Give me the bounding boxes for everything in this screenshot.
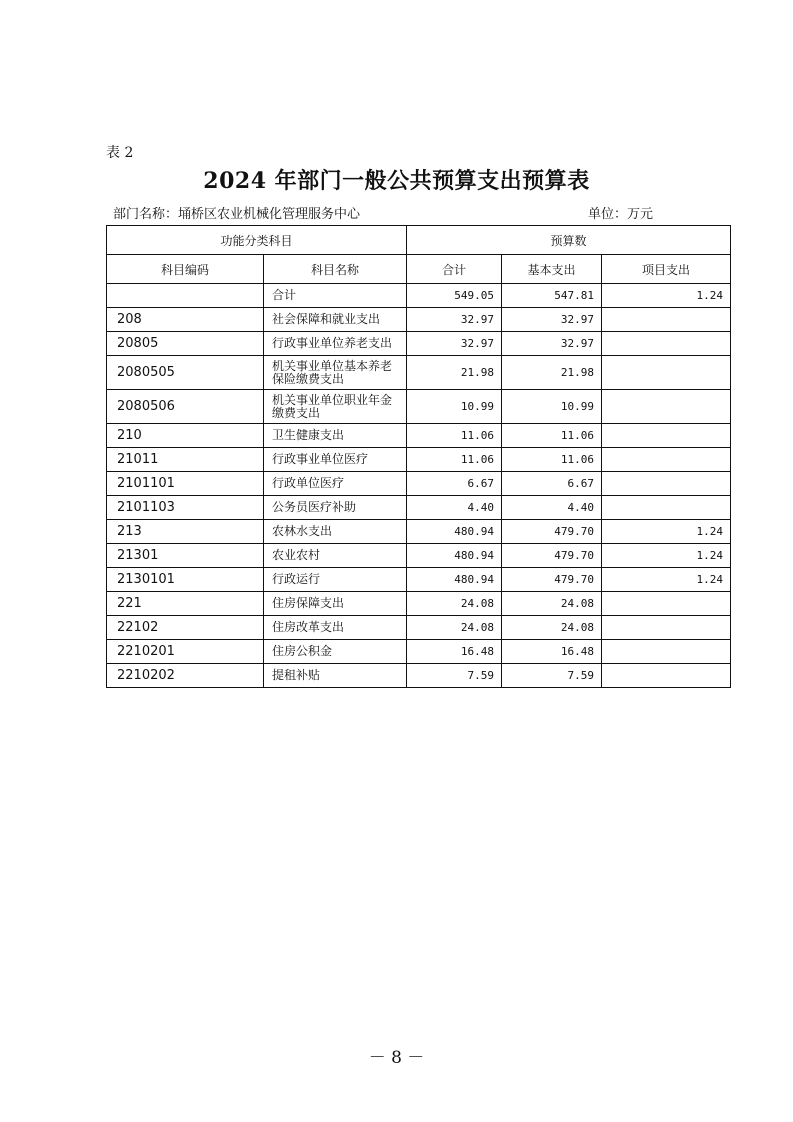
cell-total: 11.06: [407, 448, 502, 472]
cell-total: 32.97: [407, 332, 502, 356]
table-row: [107, 448, 731, 472]
cell-basic: 7.59: [502, 664, 602, 688]
cell-name: 住房保障支出: [264, 592, 407, 616]
cell-basic: 6.67: [502, 472, 602, 496]
cell-name: 行政事业单位医疗: [264, 448, 407, 472]
cell-total: 21.98: [407, 356, 502, 390]
table-row: [107, 496, 731, 520]
cell-total: 480.94: [407, 544, 502, 568]
cell-name: 行政运行: [264, 568, 407, 592]
cell-name: 行政事业单位养老支出: [264, 332, 407, 356]
cell-total: 4.40: [407, 496, 502, 520]
cell-total: 7.59: [407, 664, 502, 688]
cell-basic: 16.48: [502, 640, 602, 664]
cell-total: 24.08: [407, 616, 502, 640]
page-number: － 8 －: [368, 1048, 425, 1068]
cell-project: [602, 640, 731, 664]
cell-name: 机关事业单位职业年金缴费支出: [264, 390, 407, 424]
cell-code: 2101103: [107, 496, 264, 520]
cell-name: 行政单位医疗: [264, 472, 407, 496]
cell-code: 2080506: [107, 390, 264, 424]
cell-total: 24.08: [407, 592, 502, 616]
cell-project: [602, 308, 731, 332]
cell-total: 480.94: [407, 520, 502, 544]
cell-project: [602, 664, 731, 688]
table-row: [107, 284, 731, 308]
department-name: 部门名称：埇桥区农业机械化管理服务中心: [113, 207, 361, 222]
table-row: [107, 616, 731, 640]
cell-code: 22102: [107, 616, 264, 640]
cell-basic: 24.08: [502, 616, 602, 640]
cell-name: 农业农村: [264, 544, 407, 568]
header-basic: 基本支出: [502, 255, 602, 284]
cell-project: [602, 356, 731, 390]
cell-total: 10.99: [407, 390, 502, 424]
table-row: [107, 520, 731, 544]
cell-basic: 547.81: [502, 284, 602, 308]
cell-code: 2101101: [107, 472, 264, 496]
cell-total: 6.67: [407, 472, 502, 496]
cell-code: [107, 284, 264, 308]
table-row: [107, 332, 731, 356]
cell-code: 2080505: [107, 356, 264, 390]
cell-project: [602, 592, 731, 616]
cell-total: 11.06: [407, 424, 502, 448]
cell-code: 2210201: [107, 640, 264, 664]
cell-basic: 479.70: [502, 520, 602, 544]
cell-project: [602, 332, 731, 356]
cell-code: 208: [107, 308, 264, 332]
cell-name: 住房公积金: [264, 640, 407, 664]
cell-name: 社会保障和就业支出: [264, 308, 407, 332]
cell-name: 住房改革支出: [264, 616, 407, 640]
cell-total: 480.94: [407, 568, 502, 592]
cell-basic: 24.08: [502, 592, 602, 616]
cell-total: 32.97: [407, 308, 502, 332]
header-budget-amount: 预算数: [407, 226, 731, 255]
cell-code: 20805: [107, 332, 264, 356]
cell-basic: 10.99: [502, 390, 602, 424]
header-project: 项目支出: [602, 255, 731, 284]
cell-name: 合计: [264, 284, 407, 308]
page-title: 2024 年部门一般公共预算支出预算表: [203, 168, 590, 194]
cell-basic: 11.06: [502, 424, 602, 448]
cell-project: [602, 448, 731, 472]
cell-project: 1.24: [602, 284, 731, 308]
cell-project: [602, 496, 731, 520]
cell-name: 农林水支出: [264, 520, 407, 544]
cell-code: 2210202: [107, 664, 264, 688]
cell-project: [602, 390, 731, 424]
cell-name: 卫生健康支出: [264, 424, 407, 448]
cell-total: 549.05: [407, 284, 502, 308]
cell-project: 1.24: [602, 520, 731, 544]
table-row: [107, 544, 731, 568]
cell-project: [602, 472, 731, 496]
cell-basic: 4.40: [502, 496, 602, 520]
cell-basic: 32.97: [502, 308, 602, 332]
cell-code: 21011: [107, 448, 264, 472]
header-functional-classification: 功能分类科目: [107, 226, 407, 255]
table-label: 表 2: [106, 145, 134, 161]
header-total: 合计: [407, 255, 502, 284]
cell-project: [602, 424, 731, 448]
table-row: [107, 568, 731, 592]
cell-name: 机关事业单位基本养老保险缴费支出: [264, 356, 407, 390]
cell-basic: 32.97: [502, 332, 602, 356]
unit-label: 单位：万元: [588, 207, 654, 222]
cell-basic: 479.70: [502, 568, 602, 592]
cell-name: 提租补贴: [264, 664, 407, 688]
table-row: [107, 308, 731, 332]
cell-basic: 479.70: [502, 544, 602, 568]
table-row: [107, 592, 731, 616]
table-row: [107, 664, 731, 688]
budget-table: [106, 225, 731, 688]
cell-code: 210: [107, 424, 264, 448]
table-row: [107, 472, 731, 496]
cell-project: [602, 616, 731, 640]
cell-code: 221: [107, 592, 264, 616]
header-code: 科目编码: [107, 255, 264, 284]
table-row: [107, 390, 731, 424]
cell-name: 公务员医疗补助: [264, 496, 407, 520]
table-row: [107, 356, 731, 390]
header-name: 科目名称: [264, 255, 407, 284]
cell-total: 16.48: [407, 640, 502, 664]
cell-basic: 21.98: [502, 356, 602, 390]
cell-code: 2130101: [107, 568, 264, 592]
table-row: [107, 424, 731, 448]
cell-basic: 11.06: [502, 448, 602, 472]
table-row: [107, 640, 731, 664]
cell-project: 1.24: [602, 544, 731, 568]
cell-code: 21301: [107, 544, 264, 568]
cell-project: 1.24: [602, 568, 731, 592]
cell-code: 213: [107, 520, 264, 544]
